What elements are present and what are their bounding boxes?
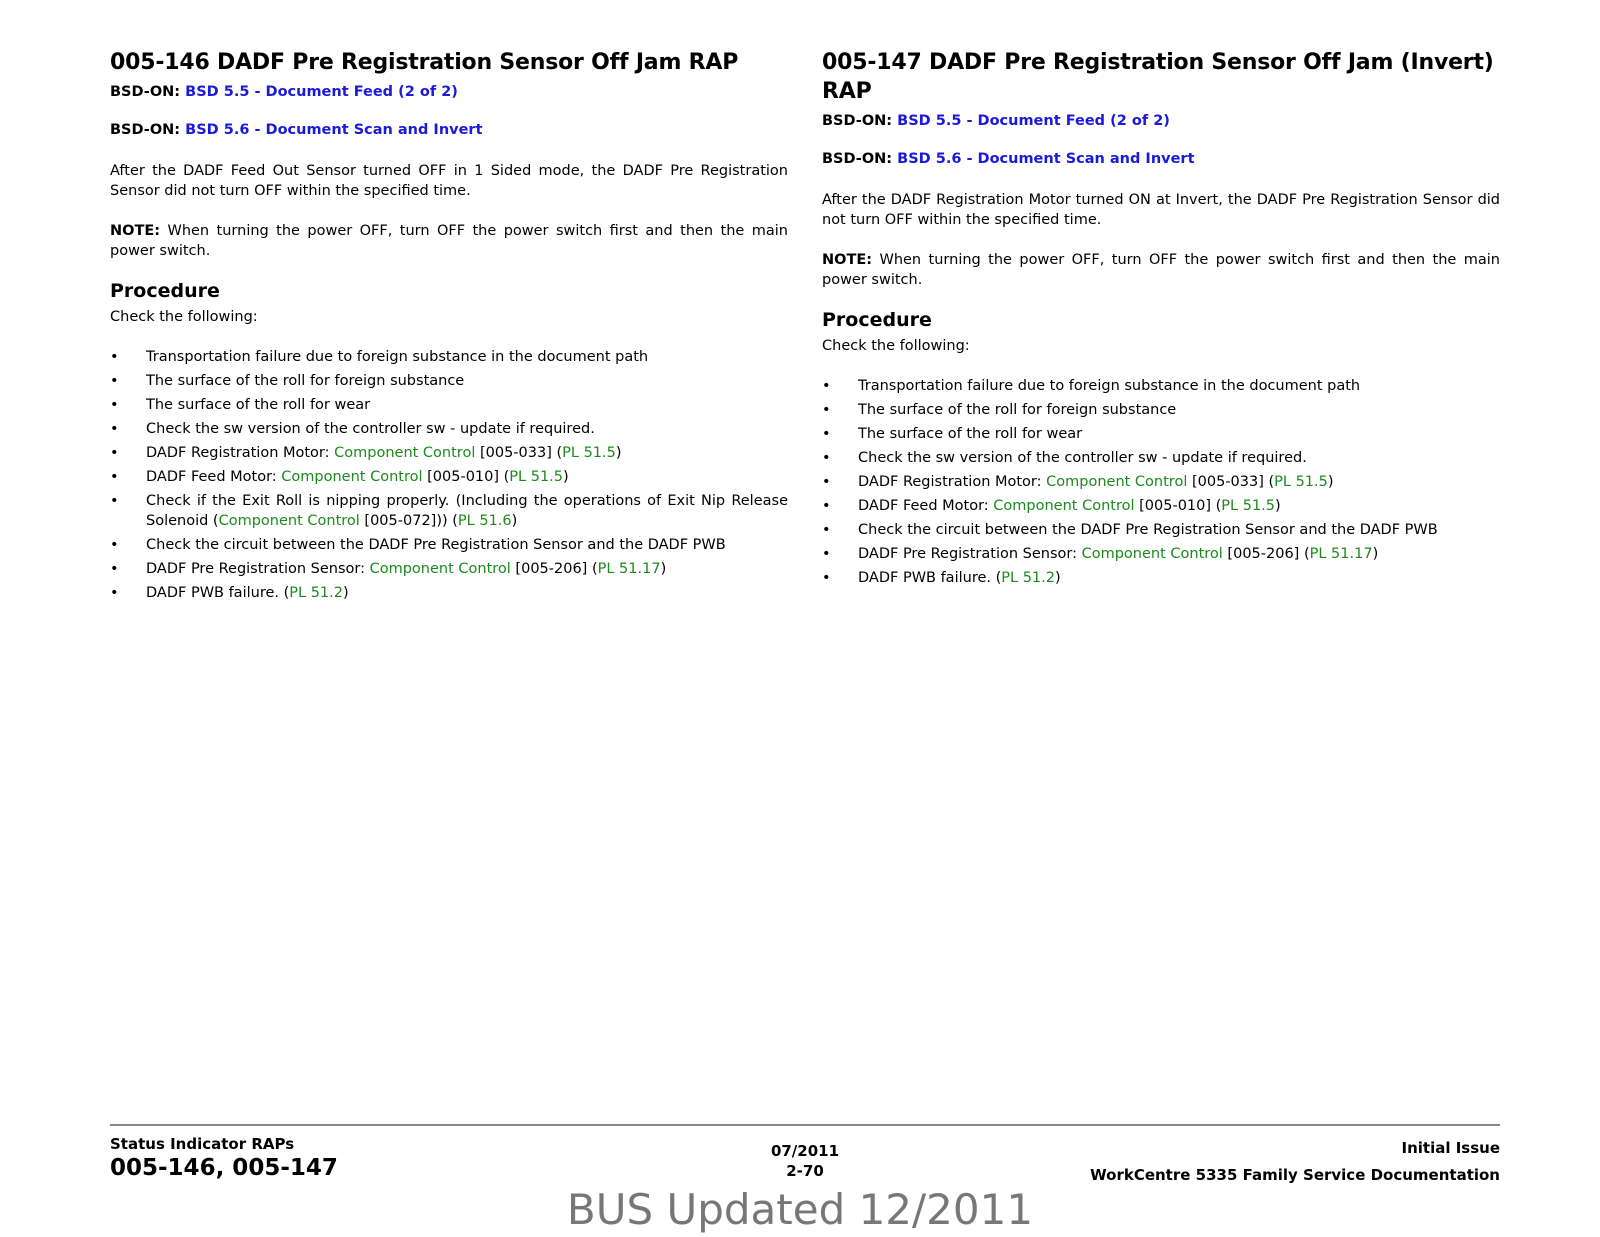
pl-link[interactable]: PL 51.6: [457, 513, 512, 529]
list-item: • Check if the Exit Roll is nipping properly. (Including the operations of Exit Nip Release Solenoid (Component Control [005-072])) (PL 51.6): [110, 493, 788, 529]
list-item: • DADF Registration Motor: Component Control [005-033] (PL 51.5): [110, 445, 622, 461]
list-item: • DADF Feed Motor: Component Control [005-010] (PL 51.5): [822, 498, 1281, 514]
list-item: • The surface of the roll for wear: [110, 397, 371, 413]
check-list: [822, 376, 1500, 588]
check-intro: Check the following:: [110, 309, 258, 325]
left-column: [110, 48, 788, 607]
bsd-line-2: [822, 150, 1500, 168]
check-intro: Check the following:: [822, 338, 970, 354]
rap-title-147: 005-147 DADF Pre Registration Sensor Off Jam (Invert) RAP: [822, 50, 1494, 104]
list-item: • Check the circuit between the DADF Pre Registration Sensor and the DADF PWB: [822, 522, 1438, 538]
note-label: NOTE:: [822, 252, 873, 268]
bullet-icon: •: [110, 397, 119, 413]
pl-link[interactable]: PL 51.5: [1274, 474, 1328, 490]
check-list: [110, 347, 788, 603]
list-item: • The surface of the roll for foreign substance: [822, 402, 1177, 418]
bullet-icon: •: [822, 474, 831, 490]
component-control-link[interactable]: Component Control: [1046, 474, 1188, 490]
pl-link[interactable]: PL 51.5: [562, 445, 616, 461]
pl-link[interactable]: PL 51.5: [1221, 498, 1276, 514]
list-item: • DADF Registration Motor: Component Control [005-033] (PL 51.5): [822, 474, 1334, 490]
bsd-prefix: BSD-ON:: [822, 151, 893, 167]
bullet-icon: •: [110, 469, 119, 485]
pl-link[interactable]: PL 51.17: [597, 561, 661, 577]
bsd-line-1: [110, 83, 788, 101]
bullet-icon: •: [822, 378, 831, 394]
bullet-icon: •: [822, 546, 831, 562]
list-item: • Transportation failure due to foreign substance in the document path: [822, 378, 1361, 394]
bullet-icon: •: [110, 373, 119, 389]
bus-updated-watermark: BUS Updated 12/2011: [566, 1185, 1034, 1234]
bullet-icon: •: [110, 585, 119, 601]
description: After the DADF Feed Out Sensor turned OFF in 1 Sided mode, the DADF Pre Registration Sensor did not turn OFF within the specified time.: [110, 163, 788, 199]
pl-link[interactable]: PL 51.17: [1309, 546, 1373, 562]
bullet-icon: •: [822, 450, 831, 466]
footer-issue: Initial Issue: [1401, 1139, 1500, 1157]
procedure-heading: Procedure: [110, 280, 220, 302]
bullet-icon: •: [110, 349, 119, 365]
bullet-icon: •: [822, 498, 831, 514]
bsd-link-5-5[interactable]: BSD 5.5 - Document Feed (2 of 2): [185, 84, 458, 100]
bsd-line-2: [110, 121, 788, 139]
list-item: • Check the sw version of the controller sw - update if required.: [110, 421, 595, 437]
component-control-link[interactable]: Component Control: [334, 445, 476, 461]
footer-right: [1090, 1135, 1500, 1189]
footer-section: Status Indicator RAPs: [110, 1135, 295, 1153]
bullet-icon: •: [822, 522, 831, 538]
note: [110, 221, 788, 261]
rap-title-146: 005-146 DADF Pre Registration Sensor Off Jam RAP: [110, 50, 739, 75]
note-text: When turning the power OFF, turn OFF the power switch first and then the main power switch.: [822, 252, 1500, 288]
pl-link[interactable]: PL 51.2: [1001, 570, 1055, 586]
footer-page: 2-70: [786, 1162, 824, 1180]
bsd-line-1: [822, 112, 1500, 130]
bsd-link-5-5[interactable]: BSD 5.5 - Document Feed (2 of 2): [897, 113, 1170, 129]
component-control-link[interactable]: Component Control: [993, 498, 1135, 514]
list-item: • DADF PWB failure. (PL 51.2): [822, 570, 1061, 586]
footer-divider: [110, 1124, 1500, 1126]
component-control-link[interactable]: Component Control: [1081, 546, 1223, 562]
bullet-icon: •: [110, 445, 119, 461]
pl-link[interactable]: PL 51.5: [509, 469, 564, 485]
list-item: • DADF Feed Motor: Component Control [005-010] (PL 51.5): [110, 469, 569, 485]
bullet-icon: •: [110, 537, 119, 553]
component-control-link[interactable]: Component Control: [218, 513, 360, 529]
bsd-prefix: BSD-ON:: [110, 122, 181, 138]
right-column: [822, 48, 1500, 592]
footer-center: [740, 1141, 870, 1181]
list-item: • DADF Pre Registration Sensor: Component Control [005-206] (PL 51.17): [110, 561, 667, 577]
list-item: • The surface of the roll for foreign substance: [110, 373, 465, 389]
note-label: NOTE:: [110, 223, 161, 239]
bsd-link-5-6[interactable]: BSD 5.6 - Document Scan and Invert: [897, 151, 1195, 167]
component-control-link[interactable]: Component Control: [281, 469, 423, 485]
note-text: When turning the power OFF, turn OFF the power switch first and then the main power switch.: [110, 223, 788, 259]
bullet-icon: •: [822, 402, 831, 418]
list-item: • Check the sw version of the controller sw - update if required.: [822, 450, 1307, 466]
component-control-link[interactable]: Component Control: [369, 561, 511, 577]
bullet-icon: •: [110, 493, 119, 509]
list-item: • DADF PWB failure. (PL 51.2): [110, 585, 349, 601]
bullet-icon: •: [110, 561, 119, 577]
procedure-heading: Procedure: [822, 309, 932, 331]
list-item: • DADF Pre Registration Sensor: Component Control [005-206] (PL 51.17): [822, 546, 1379, 562]
list-item: • Check the circuit between the DADF Pre Registration Sensor and the DADF PWB: [110, 537, 726, 553]
bsd-prefix: BSD-ON:: [110, 84, 181, 100]
footer-doc: WorkCentre 5335 Family Service Documentation: [1090, 1166, 1500, 1184]
pl-link[interactable]: PL 51.2: [289, 585, 343, 601]
bsd-prefix: BSD-ON:: [822, 113, 893, 129]
list-item: • Transportation failure due to foreign substance in the document path: [110, 349, 649, 365]
footer-date: 07/2011: [770, 1142, 840, 1160]
bullet-icon: •: [110, 421, 119, 437]
bullet-icon: •: [822, 426, 831, 442]
bsd-link-5-6[interactable]: BSD 5.6 - Document Scan and Invert: [185, 122, 483, 138]
bullet-icon: •: [822, 570, 831, 586]
list-item: • The surface of the roll for wear: [822, 426, 1083, 442]
description: After the DADF Registration Motor turned ON at Invert, the DADF Pre Registration Sensor did not turn OFF within the specified time.: [822, 192, 1500, 228]
note: [822, 250, 1500, 290]
footer-codes: 005-146, 005-147: [110, 1155, 338, 1181]
